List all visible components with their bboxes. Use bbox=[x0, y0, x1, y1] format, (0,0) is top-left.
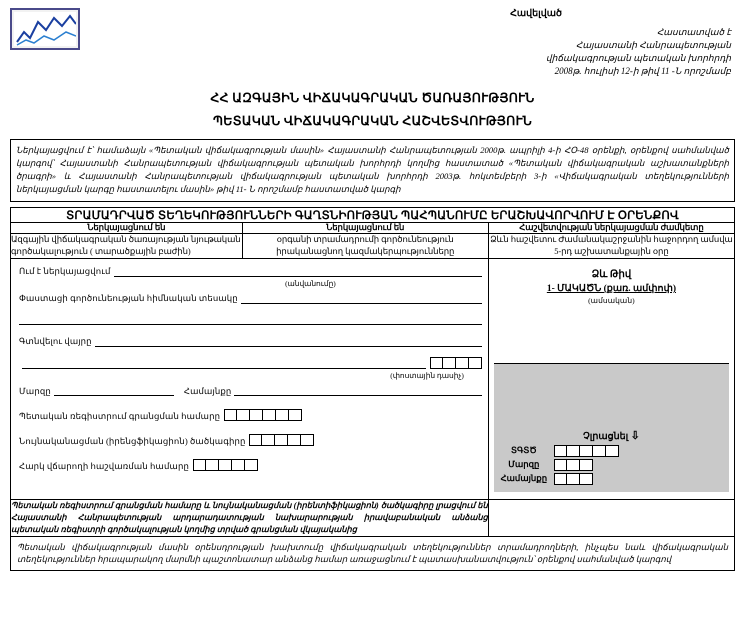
form-code-panel bbox=[489, 259, 734, 498]
registration-title bbox=[498, 429, 725, 442]
form-period-label: (ամսական) bbox=[588, 295, 635, 305]
tgtc-box-4[interactable] bbox=[593, 445, 606, 457]
tgtc-box-1[interactable] bbox=[554, 445, 567, 457]
identcode-box-1[interactable] bbox=[249, 434, 262, 446]
registration-label-0: ՏԳՏԾ bbox=[510, 445, 537, 456]
field-activity-input-2[interactable] bbox=[19, 312, 482, 325]
form-code-label: 1- ՄԱԿԱԾՆ (քառ. ամփոփ) bbox=[546, 283, 676, 294]
tgtc-box-5[interactable] bbox=[606, 445, 619, 457]
field-activity[interactable] bbox=[19, 292, 482, 304]
header-row bbox=[10, 8, 735, 78]
field-taxid-boxes[interactable] bbox=[193, 459, 258, 471]
registration-row-0[interactable] bbox=[498, 445, 725, 457]
taxid-box-1[interactable] bbox=[193, 459, 206, 471]
col-head-1: Ներկայացնում են bbox=[242, 222, 488, 234]
community-box-2[interactable] bbox=[567, 473, 580, 485]
identcode-box-4[interactable] bbox=[288, 434, 301, 446]
registration-box bbox=[494, 426, 729, 492]
field-region-label: Մարզը bbox=[19, 385, 51, 396]
marz-box-1[interactable] bbox=[554, 459, 567, 471]
field-registry-row[interactable] bbox=[19, 409, 482, 421]
chart-logo-svg bbox=[14, 12, 76, 46]
col-note-0: Ազգային վիճակագրական ծառայության նյութական գործակալություն ( տարածքային բաժին) bbox=[11, 234, 243, 259]
approval-line-2: վիճակագրության պետական խորհրդի bbox=[545, 52, 731, 63]
field-identcode-boxes[interactable] bbox=[249, 434, 314, 446]
registry-footnote: Պետական ռեգիստրում գրանցման համարը և նույնականացման (իրենտիֆիկացիոն) ծածկագիրը լրացվում են Հայաստանի Հանրապետության արդարադատության նախարարության իրավաբանական անձանց պետական ռեգիստրի գործակալության կողմից տրված գրանցման վկայականից bbox=[11, 499, 489, 536]
marz-box-3[interactable] bbox=[580, 459, 593, 471]
registry-box-3[interactable] bbox=[250, 409, 263, 421]
field-registry-boxes[interactable] bbox=[224, 409, 302, 421]
approval-line-1: Հայաստանի Հանրապետության bbox=[575, 39, 731, 50]
form-fields bbox=[11, 259, 488, 499]
footnote-row bbox=[11, 499, 735, 536]
registry-box-5[interactable] bbox=[276, 409, 289, 421]
field-postcode-boxes[interactable] bbox=[430, 357, 482, 369]
registration-label-1: Մարզը bbox=[508, 459, 540, 470]
identcode-box-2[interactable] bbox=[262, 434, 275, 446]
field-postcode-row[interactable] bbox=[19, 357, 482, 369]
banner-row bbox=[11, 207, 735, 222]
col-note-1: օրգանի տրամադրումի գործունեություն իրականացնող կազմակերպությունները bbox=[242, 234, 488, 259]
postcode-box-2[interactable] bbox=[443, 357, 456, 369]
field-recipient[interactable] bbox=[19, 265, 482, 277]
col-head-0: Ներկայացնում են bbox=[11, 222, 243, 234]
taxid-box-5[interactable] bbox=[245, 459, 258, 471]
taxid-box-2[interactable] bbox=[206, 459, 219, 471]
field-taxid-row[interactable] bbox=[19, 459, 482, 471]
approval-line-3: 2008թ. հուլիսի 12-ի թիվ 11 -Ն որոշմամբ bbox=[554, 65, 731, 76]
registry-box-2[interactable] bbox=[237, 409, 250, 421]
confidentiality-banner: ՏՐԱՄԱԴՐՎԱԾ ՏԵՂԵԿՈՒԹՅՈՒՆՆԵՐԻ ԳԱՂՏՆԻՈՒԹՅԱՆ ՊԱՀՊԱՆՈՒՄԸ ԵՐԱՇԽԱՎՈՐՎՈՒՄ Է ՕՐԵՆՔՈՎ bbox=[11, 207, 735, 222]
tgtc-box-2[interactable] bbox=[567, 445, 580, 457]
form-body-row bbox=[11, 258, 735, 499]
form-fields-cell bbox=[11, 258, 489, 499]
identcode-box-5[interactable] bbox=[301, 434, 314, 446]
identcode-box-3[interactable] bbox=[275, 434, 288, 446]
form-code-cell bbox=[488, 258, 734, 499]
down-arrow-icon: ⇩ bbox=[630, 429, 640, 442]
field-address-label: Գտնվելու վայրը bbox=[19, 336, 92, 347]
marz-box-2[interactable] bbox=[567, 459, 580, 471]
page-subtitle: ՊԵՏԱԿԱՆ ՎԻՃԱԿԱԳՐԱԿԱՆ ՀԱՇՎԵՏՎՈՒԹՅՈՒՆ bbox=[212, 113, 533, 128]
field-recipient-label: Ում է ներկայացվում bbox=[19, 266, 111, 277]
field-address-input[interactable] bbox=[95, 335, 482, 347]
community-box-3[interactable] bbox=[580, 473, 593, 485]
field-address[interactable] bbox=[19, 335, 482, 347]
taxid-box-4[interactable] bbox=[232, 459, 245, 471]
field-postcode-sub: (փոստային դասիչ) bbox=[390, 371, 464, 381]
registration-row-2[interactable] bbox=[498, 473, 725, 485]
field-recipient-input[interactable] bbox=[114, 265, 482, 277]
main-table bbox=[10, 207, 735, 537]
field-region-row[interactable] bbox=[19, 384, 482, 396]
column-notes-row bbox=[11, 234, 735, 259]
field-community-label: Համայնքը bbox=[183, 385, 232, 396]
form-number-label: Ձև Թիվ bbox=[591, 268, 632, 280]
col-head-2: Հաշվետվության ներկայացման ժամկետը bbox=[488, 222, 734, 234]
registration-boxes-0[interactable] bbox=[554, 445, 619, 457]
field-activity-input[interactable] bbox=[241, 292, 482, 304]
approval-line-0: Հաստատված է bbox=[656, 26, 731, 37]
intro-paragraph: Ներկայացվում է՝ համաձայն «Պետական վիճակագրության մասին» Հայաստանի Հանրապետության 2000թ. ապրիլի 4-ի ՀՕ-48 օրենքի, օրենքով սահմանված կարգով՝ Հայաստանի Հանրապետության վիճակագրության պետական խորհրդի կողմից հաստատած «Պետական վիճակագրական աշխատանքների ծրագրի» և Հայաստանի Հանրապետության վիճակագրության պետական խորհրդի 2003թ. հոկտեմբերի 3-ի «Վիճակագրական տեղեկությունների ներկայացման կարգը հաստատելու մասին» թիվ 11- Ն որոշմամբ հաստատված կարգի bbox=[10, 139, 735, 202]
legal-warning: Պետական վիճակագրության մասին օրենսդրության խախտումը վիճակագրական տեղեկություններ տրամադրողների, ինչպես նաև վիճակագրական տեղեկություններ հրապարակող մարմնի պաշտոնատար անձանց համար առաջացնում է պատասխանատվություն՝ օրենքով սահմանված կարգով bbox=[10, 537, 735, 572]
approval-block bbox=[431, 8, 735, 78]
postcode-box-1[interactable] bbox=[430, 357, 443, 369]
community-box-1[interactable] bbox=[554, 473, 567, 485]
agency-logo bbox=[10, 8, 80, 50]
page-title: ՀՀ ԱԶԳԱՅԻՆ ՎԻՃԱԿԱԳՐԱԿԱՆ ԾԱՌԱՅՈՒԹՅՈՒՆ bbox=[210, 90, 535, 105]
field-taxid-label: Հարկ վճարողի հաշվառման համարը bbox=[19, 460, 189, 471]
field-region-input[interactable] bbox=[54, 384, 174, 396]
postcode-box-3[interactable] bbox=[456, 357, 469, 369]
registry-box-1[interactable] bbox=[224, 409, 237, 421]
registry-box-4[interactable] bbox=[263, 409, 276, 421]
postcode-box-4[interactable] bbox=[469, 357, 482, 369]
taxid-box-3[interactable] bbox=[219, 459, 232, 471]
registration-title-text: Չլրացնել bbox=[582, 431, 629, 442]
field-address-input-2[interactable] bbox=[22, 357, 426, 369]
registration-label-2: Համայնքը bbox=[500, 473, 548, 484]
field-registry-label: Պետական ռեգիստրում գրանցման համարը bbox=[19, 410, 221, 421]
registration-boxes-2[interactable] bbox=[554, 473, 593, 485]
footnote-spacer bbox=[488, 499, 734, 536]
tgtc-box-3[interactable] bbox=[580, 445, 593, 457]
chart-logo-icon bbox=[14, 12, 76, 46]
field-recipient-sub: (անվանումը) bbox=[285, 278, 336, 288]
approval-title: Հավելված bbox=[510, 9, 562, 19]
gray-spacer bbox=[494, 363, 729, 426]
registration-row-1[interactable] bbox=[498, 459, 725, 471]
col-note-2: Ձևն հաշվետու Ժամանակաշրջանին հաջորդող ամսվա 5-րդ աշխատանքային օրը bbox=[488, 234, 734, 259]
field-identcode-row[interactable] bbox=[19, 434, 482, 446]
field-identcode-label: Նույնականացման (իրենցֆիկացիոն) ծածկագիրը bbox=[19, 435, 246, 446]
registration-boxes-1[interactable] bbox=[554, 459, 593, 471]
column-headers-row bbox=[11, 222, 735, 234]
field-community-input[interactable] bbox=[234, 384, 481, 396]
field-activity-label: Փաստացի գործունեության հիմնական տեսակը bbox=[19, 293, 238, 304]
registry-box-6[interactable] bbox=[289, 409, 302, 421]
